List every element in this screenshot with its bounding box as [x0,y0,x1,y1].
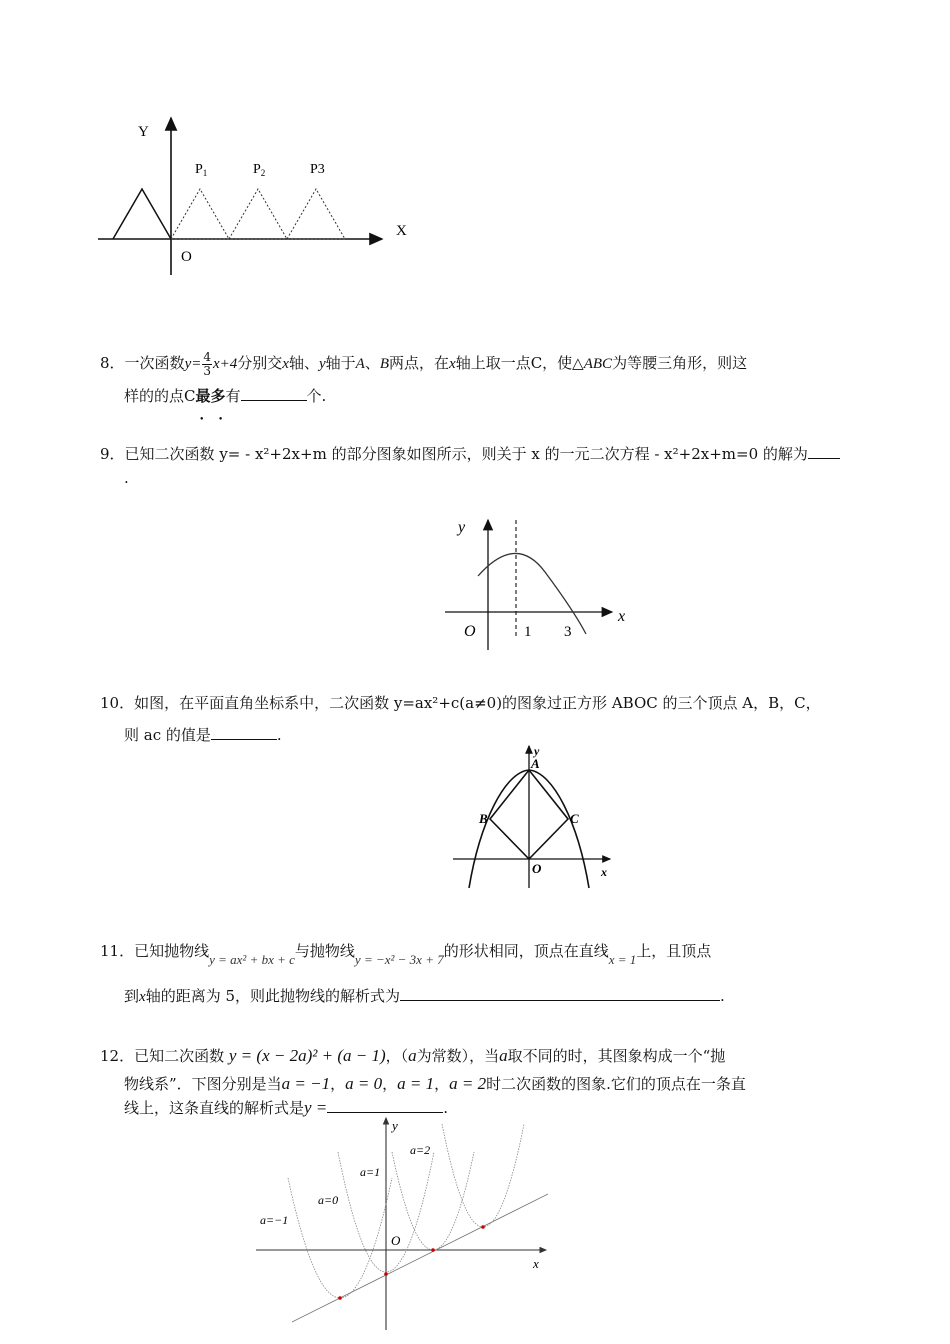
p1-label: $P_1$ [195,162,208,178]
solid-triangle [113,189,171,239]
dotted-triangle-p3 [287,189,345,239]
parabola-family-figure-q12 [252,1112,557,1332]
q9-line-2: . [124,469,129,487]
y-label: Y [138,124,149,140]
vertex-a-1 [431,1248,435,1252]
parabola-a-1 [392,1152,474,1250]
answer-blank-q10[interactable] [211,723,277,740]
q12-line-3: 线上，这条直线的解析式是y = . [124,1098,449,1117]
equation-3: x = 1 [608,952,637,967]
y-label: y [458,519,466,536]
x-label: X [396,223,407,239]
parabola-figure-q9 [440,512,640,654]
q8-line-2: 样的的点C最多 • •有 个. [100,380,852,412]
x-label: x [533,1256,539,1271]
q12-line-2: 物线系”．下图分别是当a = −1，a = 0，a = 1，a = 2时二次函数的图象.它们的顶点在一条直 [124,1074,746,1093]
label-a-minus-1: a=−1 [260,1213,289,1227]
vertex-b-label: B [479,811,488,826]
x-label: x [618,608,626,625]
equation-2: y = −x² − 3x + 7 [354,952,444,967]
parabola-a-2 [442,1124,524,1227]
origin-label: O [464,623,476,640]
label-a-1: a=1 [360,1165,381,1179]
vertex-a-0 [384,1272,388,1276]
q8-line-1: 8．一次函数y= $\frac{4}{3}$ x+4分别交x轴、y轴于A、B两点，在x轴上取一点C，使△ABC为等腰三角形，则这 [100,349,748,378]
origin-label: O [532,861,542,876]
p3-label: P3 [310,162,325,177]
parabola-curve [478,553,586,634]
origin-label: O [391,1233,401,1248]
dotted-triangle-p2 [229,189,287,239]
q11-line-1: 11．已知抛物线y = ax² + bx + c与抛物线y = −x² − 3x + 7的形状相同，顶点在直线x = 1上，且顶点 [100,942,712,967]
q11-line-2: 到x轴的距离为 5，则此抛物线的解析式为 . [100,980,852,1013]
q9-line-1: 9．已知二次函数 y= - x²+2x+m 的部分图象如图所示，则关于 x 的一元二次方程 - x²+2x+m=0 的解为 [100,438,852,470]
vertex-a-label: A [531,756,540,771]
quadratic-equation: y = (x − 2a)² + (a − 1) [228,1046,386,1065]
triangle-pattern-figure [90,110,420,280]
label-a-0: a=0 [318,1193,339,1207]
vertex-line [292,1194,548,1322]
dotted-triangle-p1 [171,189,229,239]
q10-line-2: 则 ac 的值是 . [100,719,852,751]
vertex-a-minus-1 [338,1296,342,1300]
x-label: x [601,865,607,879]
equation-1: y = ax² + bx + c [209,952,295,967]
tick-1: 1 [524,624,532,640]
emphasis-most: 最多 • • [195,387,225,405]
q10-line-1: 10．如图，在平面直角坐标系中，二次函数 y=ax²+c(a≠0)的图象过正方形 ABOC 的三个顶点 A，B，C， [100,694,821,712]
p2-label: $P_2$ [253,162,266,178]
answer-blank-q9[interactable] [808,442,840,459]
q12-line-1: 12．已知二次函数 y = (x − 2a)² + (a − 1)，（a为常数），当a取不同的时，其图象构成一个“抛 [100,1046,726,1065]
y-label: y [534,744,540,758]
square-parabola-figure-q10 [450,742,620,892]
vertex-c-label: C [570,811,579,826]
fraction-4-3: $\frac{4}{3}$ [203,349,211,378]
origin-label: O [181,249,192,265]
answer-blank-q8[interactable] [241,384,307,401]
answer-blank-q12[interactable] [327,1096,443,1113]
question-8 [100,347,852,412]
answer-blank-q11[interactable] [400,984,720,1001]
question-9 [100,438,852,494]
question-11 [100,935,852,1013]
vertex-a-2 [481,1225,485,1229]
label-a-2: a=2 [410,1143,431,1157]
tick-3: 3 [564,624,572,640]
y-label: y [392,1118,398,1133]
